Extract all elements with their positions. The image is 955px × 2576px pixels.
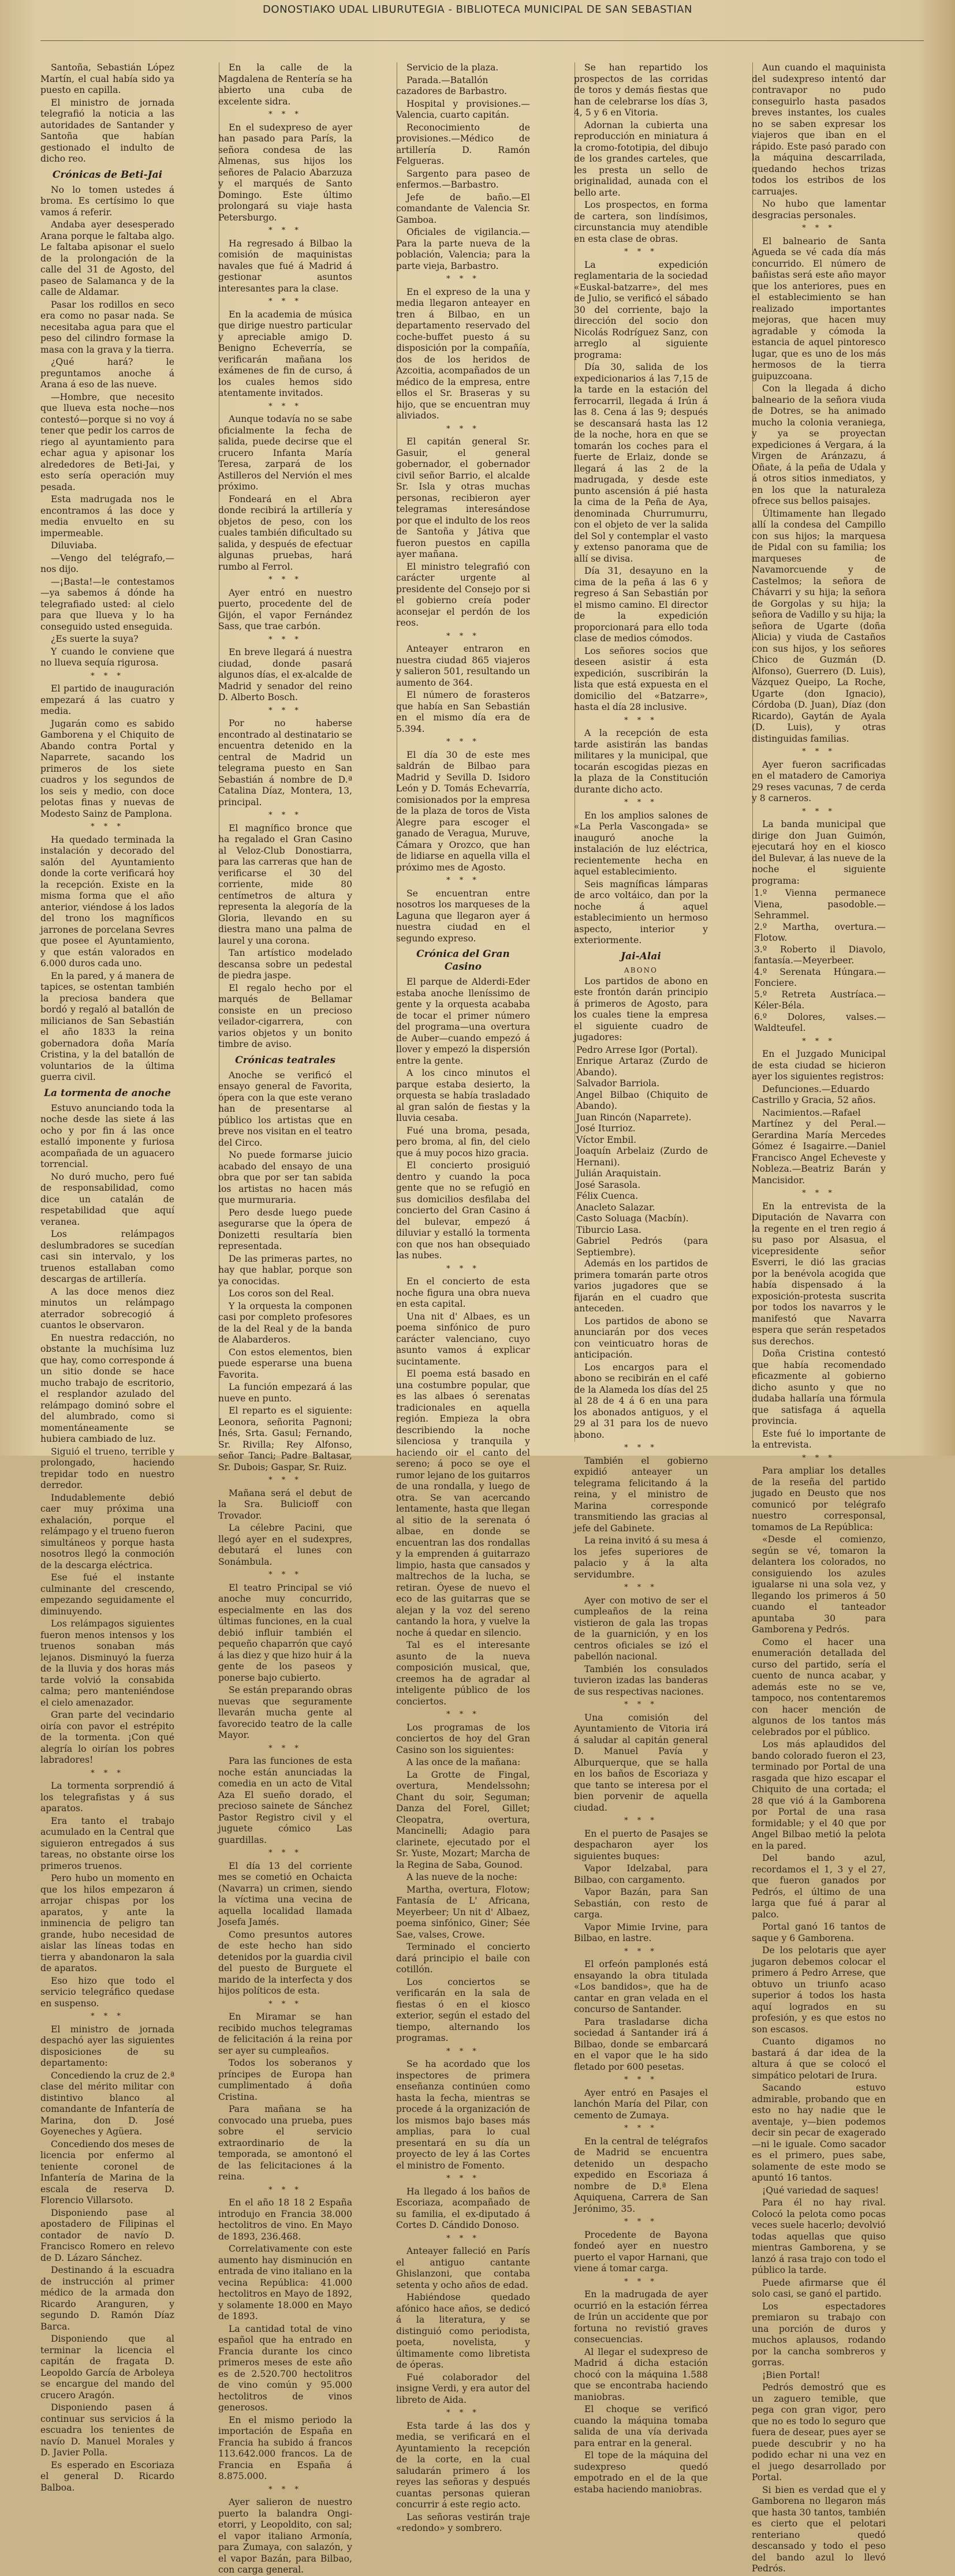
article-paragraph: Como presuntos autores de este hecho han sido detenidos por la guardia civil del puesto de Burguete el marido de la interfecta y dos hijos políticos de esta. (218, 1929, 352, 1996)
article-paragraph: Pasar los rodillos en seco era como no pasar nada. Se necesitaba agua para que el peso del cilindro formase la masa con la grava y la tierra. (40, 299, 174, 355)
asterism-separator: * * * (91, 671, 124, 681)
article-paragraph: Una comisión del Ayuntamiento de Vitoria irá á saludar al capitán general D. Manuel Pavía y Alburquerque, que se halla en los baños de Escoriaza y que tanto se interesa por el bien porvenir de aquella ciudad. (574, 1712, 708, 1813)
article-paragraph: Sargento para paseo de enfermos.—Barbastro. (396, 168, 530, 190)
asterism-separator: * * * (624, 2076, 658, 2084)
article-paragraph: El parque de Alderdi-Eder estaba anoche lleníssimo de gente y la orquesta acababa de tocar el primer número del programa—una overtura de Auber—cuando empezó á llover y empezó la dispersión entre la gente. (396, 977, 530, 1066)
article-paragraph: El número de forasteros que había en San Sebastián en el mismo día era de 5.394. (396, 690, 530, 734)
article-paragraph: Puede afirmarse que él solo casi, se ganó el partido. (752, 2277, 886, 2299)
asterism-separator: * * * (268, 635, 302, 644)
asterism-separator: * * * (268, 2485, 302, 2494)
article-paragraph: Portal ganó 16 tantos de saque y 6 Gamborena. (752, 1921, 886, 1943)
article-paragraph: No puede formarse juicio acabado del ensayo de una obra que por ser tan sabida los artistas no hacen más que murmuraria. (218, 1150, 352, 1205)
article-paragraph: Para él no hay rival. Colocó la pelota como pocas veces suele hacerlo; devolvió todas aquellas que quiso mientras Gamborena, y se lanzó á rasa trajo con todo el público la tarde. (752, 2197, 886, 2275)
article-paragraph: La función empezará á las nueve en punto. (218, 1382, 352, 1404)
article-paragraph: El partido de inauguración empezará á las cuatro y media. (40, 683, 174, 716)
article-paragraph: En el año 18 18 2 España introdujo en Francia 38.000 hectolitros de vino. En Mayo de 1893, 236.468. (218, 2197, 352, 2242)
article-paragraph: Con estos elementos, bien puede esperarse una buena Favorita. (218, 1347, 352, 1380)
article-paragraph: Los conciertos se verificarán en la sala de fiestas ó en el kiosco exterior, según el estado del tiempo, alternando los programas. (396, 1976, 530, 2043)
article-paragraph: Pero desde luego puede asegurarse que la ópera de Donizetti resultaría bien representada. (218, 1207, 352, 1251)
asterism-separator: * * * (446, 424, 480, 433)
article-paragraph: —Hombre, que necesito que llueva esta noche—nos contestó—porque si no voy á tener que pedir los carros de riego al ayuntamiento para echar agua y apisonar los alrededores de Beti-Jai, y esto sería operación muy pesada. (40, 391, 174, 492)
article-paragraph: Anteayer falleció en París el antiguo cantante Ghislanzoni, que contaba setenta y ocho años de edad. (396, 2246, 530, 2290)
article-paragraph: Aunque todavía no se sabe oficialmente la fecha de salida, puede decirse que el crucero Infanta María Teresa, zarpará de los Astilleros del Nervión el mes próximo. (218, 414, 352, 492)
article-paragraph: ¡Bien Portal! (762, 2369, 820, 2380)
asterism-separator: * * * (624, 1444, 658, 1452)
article-paragraph: En la madrugada de ayer ocurrió en la estación férrea de Irún un accidente que por fortuna no revistió graves consecuencias. (574, 2289, 708, 2345)
article-paragraph: En el sudexpreso de ayer han pasado para París, la señora condesa de las Almenas, sus hijos los señores de Palacio Abarzuza y el marqués de Santo Domingo. Este último prolongará su viaje hasta Petersburgo. (218, 122, 352, 223)
list-item: 2.º Martha, overtura.—Flotow. (754, 921, 886, 943)
article-paragraph: El choque se verificó cuando la máquina tomaba salida de una vía derivada para entrar en la general. (574, 2404, 708, 2448)
list-item: Gabriel Pedrós (para Septiembre). (576, 1236, 708, 1258)
asterism-separator: * * * (268, 706, 302, 715)
article-paragraph: Fué una broma, pesada, pero broma, al fin, del cielo que á muy pocos hizo gracia. (396, 1125, 530, 1158)
article-paragraph: De los pelotaris que ayer jugaron debemos colocar el primero á Pedro Arrese, que obtuvo un triunfo acaso superior á todos los hasta aquí logrados en su profesión, y es que estos no son escasos. (752, 1945, 886, 2035)
list-item: Casto Soluaga (Macbín). (576, 1213, 689, 1224)
asterism-separator: * * * (91, 2012, 124, 2021)
article-paragraph: Los señores socios que deseen asistir á esta expedición, suscribirán la lista que está expuesta en el domicilio del «Batzarre», hasta el día 28 inclusive. (574, 645, 708, 712)
article-paragraph: El ministro telegrafió con carácter urgente al presidente del Consejo por si el gobierno creía poder aconsejar el perdón de los reos. (396, 561, 530, 628)
section-heading: Crónicas teatrales (235, 1054, 335, 1066)
article-paragraph: Aun cuando el maquinista del sudexpreso intentó dar contravapor no pudo conseguirlo hasta pasados breves instantes, los cuales no se saben expresar los viajeros que iban en el rápido. Este pasó parado con la máquina descarrilada, quedando hechos trizas todos los estribos de los carruajes. (752, 62, 886, 197)
article-paragraph: Jugarán como es sabido Gamborena y el Chiquito de Abando contra Portal y Naparrete, sacando los primeros de los siete cuadros y los segundos de los seis y medio, con doce pelotas finas y nuevas de Modesto Sainz de Pamplona. (40, 718, 174, 819)
article-paragraph: Tal es el interesante asunto de la nueva composición musical, que, creemos ha de agradar al inteligente público de los conciertos. (396, 1640, 530, 1707)
article-paragraph: No hubo que lamentar desgracias personales. (752, 199, 886, 220)
article-paragraph: A los cinco minutos el parque estaba desierto, la orquesta se había trasladado al gran salón de fiestas y la lluvia cesaba. (396, 1068, 530, 1123)
asterism-separator: * * * (268, 1476, 302, 1485)
top-rule (40, 40, 924, 41)
asterism-separator: * * * (268, 2185, 302, 2194)
section-heading: La tormenta de anoche (44, 1087, 171, 1099)
asterism-separator: * * * (268, 1744, 302, 1753)
article-paragraph: Para ampliar los detalles de la reseña del partido jugado en Deusto que nos comunicó por telégrafo nuestro corresponsal, tomamos de La República: (752, 1465, 886, 1532)
article-paragraph: Defunciones.—Eduardo Castrillo y Gracia, 52 años. (752, 1083, 876, 1105)
asterism-separator: * * * (446, 1264, 480, 1273)
article-paragraph: Las señoras vestirán traje «redondo» y sombrero. (396, 2511, 530, 2533)
article-paragraph: Ha regresado á Bilbao la comisión de maquinistas navales que fué á Madrid á gestionar asuntos interesantes para la clase. (218, 238, 352, 294)
asterism-separator: * * * (802, 747, 835, 756)
article-paragraph: Terminado el concierto dará principio el baile con cotillón. (396, 1942, 530, 1975)
article-paragraph: Pedrós demostró que es un zaguero temible, que pega con gran vigor, pero que no es todo lo seguro que fuera de desear, pues ayer se puede descubrir y no ha podido echar ni una vez en el juego desarrollado por Portal. (752, 2382, 886, 2482)
article-paragraph: La banda municipal que dirige don Juan Guimón, ejecutará hoy en el kiosco del Bulevar, á las nueve de la noche el siguiente programa: (752, 819, 886, 886)
article-paragraph: El poema está basado en una costumbre popular, que es las albaes ó serenatas tradicionales en aquella región. Empieza la obra describiendo la noche silenciosa y tranquila y haciendo oir el canto del sereno; á poco se oye el rumor lejano de los guitarros de una rondalla, y luego de otra. Se van acercando lentamente, hasta que llegan al sitio de la serenata ó albae, en donde se encuentran las dos rondallas y la emprenden á guitarrazo limpio, hasta que cansados y maltrechos de la lucha, se retiran. Óyese de nuevo el eco de las guitarras que se alejan y la voz del sereno cantando la hora, y vuelve la noche á quedar en silencio. (396, 1369, 530, 1638)
article-paragraph: Los programas de los conciertos de hoy del Gran Casino son los siguientes: (396, 1722, 530, 1755)
article-paragraph: Vapor Mimie Irvine, para Bilbao, en lastre. (574, 1921, 708, 1943)
asterism-separator: * * * (624, 1583, 658, 1592)
asterism-separator: * * * (446, 631, 480, 641)
article-paragraph: Habiéndose quedado afónico hace años, se dedicó á la literatura, y se distinguió como periodista, poeta, novelista, y últimamente como libretista de óperas. (396, 2292, 530, 2370)
column-1 (40, 62, 174, 2493)
asterism-separator: * * * (268, 1849, 302, 1857)
asterism-separator: * * * (446, 1710, 480, 1719)
article-paragraph: —¡Basta!—le contestamos—ya sabemos á dónde ha telegrafiado usted: al cielo para que llueva y lo ha conseguido usted enseguida. (40, 576, 174, 632)
asterism-separator: * * * (624, 2277, 658, 2286)
article-paragraph: Hospital y provisiones.—Valencia, cuarto capitán. (396, 98, 530, 120)
article-paragraph: La cantidad total de vino español que ha entrado en Francia durante los cinco primeros meses de este año es de 2.520.700 hectolitros de vino común y 95.000 hectolitros de vinos generosos. (218, 2323, 352, 2413)
article-paragraph: Para mañana se ha convocado una prueba, pues sobre el servicio extraordinario de la temporada, se amontonó el de las felicitaciones á la reina. (218, 2104, 352, 2182)
article-paragraph: El ministro de jornada despachó ayer las siguientes disposiciones de su departamento: (40, 2024, 174, 2068)
article-paragraph: Nacimientos.—Rafael Martínez y del Peral.—Gerardina María Mercedes Gómez é Isagairre.—Daniel Francisco Angel Echeveste y Nobleza.—Beatriz Barán y Mancisidor. (752, 1107, 886, 1186)
article-paragraph: Ha llegado á los baños de Escoriaza, acompañado de su familia, el ex-diputado á Cortes D. Cándido Donoso. (396, 2186, 530, 2230)
article-paragraph: Fué colaborador del insigne Verdi, y era autor del libreto de Aida. (396, 2372, 530, 2405)
article-paragraph: —Vengo del telégrafo,—nos dijo. (40, 552, 174, 574)
list-item: 5.º Retreta Austríaca.—Kéler-Béla. (754, 989, 886, 1011)
asterism-separator: * * * (802, 1453, 835, 1463)
asterism-separator: * * * (624, 1816, 658, 1825)
article-paragraph: Correlativamente con este aumento hay disminución en entrada de vino italiano en la vecina República: 41.000 hectolitros en Mayo de 1892, y solamente 18.000 en Mayo de 1893. (218, 2244, 352, 2321)
asterism-separator: * * * (624, 2124, 658, 2133)
asterism-separator: * * * (802, 807, 835, 816)
asterism-separator: * * * (802, 1189, 835, 1198)
article-paragraph: En el Juzgado Municipal de esta ciudad se hicieron ayer los siguientes registros: (752, 1049, 886, 1082)
article-paragraph: La Grotte de Fingal, overtura, Mendelssohn; Chant du soir, Seguman; Danza del Forel, Gillet; Cleopatra, overtura, Mancinelli; Adagio para clarinete, ejecutado por el Sr. Yuste, Mozart; Marcha de la Regina de Saba, Gounod. (396, 1769, 530, 1870)
article-paragraph: No lo tomen ustedes á broma. Es certísimo lo que vamos á referir. (40, 184, 174, 218)
article-paragraph: «Desde el comienzo, según se vé, tomaron la delantera los colorados, no consiguiendo los azules igualarse ni una sola vez, y llegando los primeros á 50 cuando el tanteador apuntaba 30 para Gamborena y Pedrós. (752, 1534, 886, 1635)
article-paragraph: Cuanto digamos no bastará á dar idea de la altura á que se colocó el simpático pelotari de Irura. (752, 2036, 886, 2081)
article-paragraph: Día 31, desayuno en la cima de la peña á las 6 y regreso á San Sebastián por el mismo camino. El director de la expedición proporcionará para ello toda clase de medios cómodos. (574, 566, 708, 644)
article-paragraph: El capitán general Sr. Gasuir, el general gobernador, el gobernador civil señor Barrio, el alcalde Sr. Isla y otras muchas personas, recibieron ayer telegramas interesándose por que el indulto de los reos de Santoña y Játiva que fueron puestos en capilla ayer mañana. (396, 436, 530, 559)
article-paragraph: Se han repartido los prospectos de las corridas de toros y demás fiestas que han de celebrarse los días 3, 4, 5 y 6 en Vitoria. (574, 62, 708, 118)
article-paragraph: Del bando azul, recordamos el 1, 3 y el 27, que fueron ganados por Pedrós, el último de una larga que fué á parar al palco. (752, 1853, 886, 1920)
article-paragraph: Doña Cristina contestó que había recomendado eficazmente al gobierno dicho asunto y que no dudaba hallaría una fórmula que satisfaga á aquella provincia. (752, 1348, 886, 1426)
article-paragraph: El orfeón pamplonés está ensayando la obra titulada «Los bandidos», que ha de cantar en gran velada en el concurso de Santander. (574, 1959, 708, 2014)
asterism-separator: * * * (446, 738, 480, 746)
section-heading: Crónica del Gran Casino (416, 948, 510, 973)
article-paragraph: En el mismo periodo la importación de España en Francia ha subido á francos 113.642.000 francos. La de Francia en España á 8.875.000. (218, 2414, 352, 2481)
asterism-separator: * * * (268, 402, 302, 411)
asterism-separator: * * * (268, 1999, 302, 2009)
asterism-separator: * * * (446, 2174, 480, 2183)
article-paragraph: Eso hizo que todo el servicio telegráfico quedase en suspenso. (40, 1975, 174, 2009)
article-paragraph: Para trasladarse dicha sociedad á Santander irá á Bilbao, donde se embarcará en el vapor que le ha sido fletado por 600 pesetas. (574, 2016, 708, 2072)
article-paragraph: De las primeras partes, no hay que hablar, porque son ya conocidas. (218, 1253, 352, 1287)
list-item: Salvador Barriola. (576, 1078, 660, 1089)
article-paragraph: Vapor Bazán, para San Sebastián, con resto de carga. (574, 1887, 708, 1920)
article-paragraph: El tope de la máquina del sudexpreso quedó empotrado en el de la que estaba haciendo maniobras. (574, 2450, 708, 2495)
article-paragraph: Gran parte del vecindario oiría con pavor el estrépito de la tormenta. ¡Con qué alegría lo oirían los pobres labradores! (40, 1710, 174, 1765)
article-paragraph: Ayer con motivo de ser el cumpleaños de la reina vistieron de gala las tropas de la guarnición, y en los centros oficiales se izó el pabellón nacional. (574, 1595, 708, 1662)
article-paragraph: Disponiendo pase al apostadero de Filipinas el contador de navío D. Francisco Romero en relevo de D. Lázaro Sánchez. (40, 2207, 174, 2263)
article-paragraph: Los partidos de abono en este frontón darán principio á primeros de Agosto, para los cuales tiene la empresa el siguiente cuadro de jugadores: (574, 975, 708, 1042)
article-paragraph: Por no haberse encontrado al destinatario se encuentra detenido en la central de Madrid un telegrama puesto en San Sebastián á nombre de D.ª Catalina Díaz, Montera, 13, principal. (218, 718, 352, 807)
article-paragraph: Oficiales de vigilancia.—Para la parte nueva de la población, Valencia; para la parte vieja, Barbastro. (396, 227, 530, 271)
article-paragraph: En nuestra redacción, no obstante la muchísima luz que hay, como corresponde á un sitio donde se hace mucho trabajo de escritorio, el resplandor azulado del relámpago dominó sobre el del alumbrado, como si momentáneamente se hubiera cambiado de luz. (40, 1332, 174, 1444)
article-paragraph: Si bien es verdad que el y Gamborena no llegaron más que hasta 30 tantos, también es cierto que el pelotari renteriano quedó descansado y todo el peso del bando azul lo llevó Pedrós. (752, 2484, 886, 2574)
list-item: Anacleto Salazar. (576, 1202, 655, 1213)
article-paragraph: La expedición reglamentaria de la sociedad «Euskal-batzarre», del mes de Julio, se verificó el sábado 30 del corriente, bajo la dirección del socio don Nicolás Rodríguez Sanz, con arreglo al siguiente programa: (574, 259, 708, 360)
asterism-separator: * * * (91, 822, 124, 831)
article-paragraph: Esta tarde á las dos y media, se verificará en el Ayuntamiento la recepción de la corte, en la cual saludarán primero á los reyes las señoras y después cuantas personas quieran concurrir á este regio acto. (396, 2420, 530, 2510)
columns-area (40, 62, 924, 2575)
article-paragraph: Se ha acordado que los inspectores de primera enseñanza continúen como hasta la fecha, mientras se procede á la organización de los mismos bajo bases más amplias, para lo cual presentará en su día un proyecto de ley á las Cortes el ministro de Fomento. (396, 2059, 530, 2171)
column-3 (396, 62, 530, 2533)
list-item: José Iturrioz. (576, 1123, 636, 1134)
article-paragraph: Reconocimiento de provisiones.—Médico de artillería D. Ramón Felgueras. (396, 122, 530, 166)
article-paragraph: Ha quedado terminada la instalación y decorado del salón del Ayuntamiento donde la corte verificará hoy la recepción. Existe en la misma forma que el año anterior, viéndose á los lados del trono los magníficos jarrones de porcelana Sevres que posee el Ayuntamiento, y que están valorados en 6.000 duros cada uno. (40, 834, 174, 969)
article-paragraph: Disponiendo pasen á continuar sus servicios á la escuadra los tenientes de navío D. Manuel Morales y D. Javier Polla. (40, 2402, 174, 2458)
section-heading: Crónicas de Beti-Jai (52, 169, 163, 181)
archive-source-header: DONOSTIAKO UDAL LIBURUTEGIA - BIBLIOTECA MUNICIPAL DE SAN SEBASTIAN (263, 3, 692, 16)
article-paragraph: Como el hacer una enumeración detallada del curso del partido, sería el cuento de nunca acabar, y además este no se ve, tampoco, nos contentaremos con hacer mención de algunos de los tantos más celebrados por el público. (752, 1636, 886, 1737)
list-item: 3.º Roberto il Diavolo, fantasía.—Meyerbeer. (754, 944, 886, 966)
article-paragraph: ¿Es suerte la suya? (51, 634, 139, 644)
article-paragraph: A las doce menos diez minutos un relámpago aterrador sobrecogió á cuantos le observaron. (40, 1286, 174, 1330)
article-paragraph: Servicio de la plaza. (406, 62, 499, 73)
article-paragraph: No duró mucho, pero fué de responsabilidad, como dice un catalán de respetabilidad que aquí veranea. (40, 1171, 174, 1227)
list-item: Enrique Artaraz (Zurdo de Abando). (576, 1056, 708, 1078)
article-paragraph: Anoche se verificó el ensayo general de Favorita, ópera con la que este verano han de presentarse al público los artistas que en breve nos visitan en el teatro del Circo. (218, 1070, 352, 1148)
article-paragraph: Al llegar el sudexpreso de Madrid á dicha estación chocó con la máquina 1.588 que se encontraba haciendo maniobras. (574, 2346, 708, 2402)
article-paragraph: Los espectadores premiaron su trabajo con una porción de duros y muchos aplausos, rodando por la cancha sombreros y gorras. (752, 2301, 886, 2368)
article-paragraph: Día 30, salida de los expedicionarios á las 7,15 de la tarde en la estación del ferrocarril, llegada á Irún á las 8. Cena á las 9; después se descansará hasta las 12 de la noche, hora en que se tomarán los coches para el fuerte de Erlaiz, donde se llegará á las 2 de la madrugada, y desde este punto ascensión á pié hasta la cima de la Peña de Aya, denominada Churrumurru, con el objeto de ver la salida del Sol y contemplar el vasto y extenso panorama que de allí se divisa. (574, 362, 708, 564)
article-paragraph: Los más aplaudidos del bando colorado fueron el 23, terminado por Portal de una rasgada que hizo escapar el Chiquito de una cortada; el 28 que vió á la Gamborena por Portal de una rasa formidable; y el 40 que por Angel Bilbao metió la pelota en la pared. (752, 1739, 886, 1851)
article-paragraph: Los prospectos, en forma de cartera, son lindísimos, circunstancia muy atendible en esta clase de obras. (574, 200, 708, 244)
article-paragraph: En los amplios salones de «La Perla Vascongada» se inauguró anoche la instalación de luz eléctrica, recientemente hecha en aquel establecimiento. (574, 810, 708, 877)
asterism-separator: * * * (91, 1769, 124, 1778)
asterism-separator: * * * (268, 226, 302, 235)
column-2 (218, 62, 352, 2575)
article-paragraph: Adornan la cubierta una reproducción en miniatura á la cromo-fototipia, del dibujo de los grandes carteles, que les presta un sello de originalidad, aunada con el bello arte. (574, 119, 708, 198)
asterism-separator: * * * (268, 1571, 302, 1579)
asterism-separator: * * * (802, 224, 835, 233)
article-paragraph: Los partidos de abono se anunciarán por dos veces con veinticuatro horas de anticipación. (574, 1315, 708, 1360)
article-paragraph: En la pared, y á manera de tapices, se ostentan también la preciosa bandera que bordó y regaló al batallón de milicianos de San Sebastián el año 1833 la reina gobernadora doña María Cristina, y la del batallón de voluntarios de la última guerra civil. (40, 970, 174, 1082)
list-item: Víctor Embil. (576, 1134, 637, 1145)
article-paragraph: Ayer entró en Pasajes el lanchón María del Pilar, con cemento de Zumaya. (574, 2087, 708, 2121)
article-paragraph: En breve llegará á nuestra ciudad, donde pasará algunos días, el ex-alcalde de Madrid y senador del reino D. Alberto Bosch. (218, 647, 352, 702)
article-paragraph: Jefe de baño.—El comandante de Valencia Sr. Gamboa. (396, 192, 530, 225)
article-paragraph: Siguió el trueno, terrible y prolongado, haciendo trepidar todo en nuestro derredor. (40, 1446, 174, 1490)
article-paragraph: La reina invitó á su mesa á los jefes superiores de palacio y á la alta servidumbre. (574, 1535, 708, 1580)
asterism-separator: * * * (446, 2047, 480, 2056)
asterism-separator: * * * (624, 798, 658, 807)
section-subheading: ABONO (624, 966, 658, 974)
article-paragraph: Parada.—Batallón cazadores de Barbastro. (396, 74, 508, 96)
article-paragraph: La célebre Pacini, que llegó ayer en el sudexpres, debutará el lunes con Sonámbula. (218, 1523, 352, 1567)
article-paragraph: Ese fué el instante culminante del crescendo, empezando seguidamente el diminuyendo. (40, 1572, 174, 1617)
list-item: Angel Bilbao (Chiquito de Abando). (576, 1089, 708, 1111)
asterism-separator: * * * (446, 2409, 480, 2417)
article-paragraph: Concediendo la cruz de 2.ª clase del mérito militar con distintivo blanco al comandante de Infantería de Marina, don D. José Goyeneches y Agüera. (40, 2070, 174, 2137)
article-paragraph: Seis magníficas lámparas de arco voltáico, dan por la noche á aquel establecimiento un hermoso aspecto, interior y exteriormente. (574, 878, 708, 945)
article-paragraph: El balneario de Santa Agueda se vé cada día más concurrido. El número de bañistas será este año mayor que los anteriores, pues en el establecimiento se han realizado importantes mejoras, que hacen muy agradable y cómoda la estancia de aquel pintoresco lugar, que es uno de los más hermosos de la tierra guipuzcoana. (752, 235, 886, 382)
asterism-separator: * * * (802, 1037, 835, 1046)
article-paragraph: Andaba ayer desesperado Arana porque le faltaba algo. Le faltaba apisonar el suelo de la prolongación de la calle del 31 de Agosto, del paseo de Salamanca y de la calle de Aldamar. (40, 219, 174, 297)
asterism-separator: * * * (624, 2218, 658, 2226)
article-paragraph: Esta madrugada nos le encontramos á las doce y media envuelto en su impermeable. (40, 494, 174, 539)
asterism-separator: * * * (268, 811, 302, 820)
list-item: 4.º Serenata Húngara.—Fonciere. (754, 966, 886, 988)
article-paragraph: Martha, overtura, Flotow; Fantasía de L' Africana, Meyerbeer; Un nit d' Albaez, poema sinfónico, Giner; Sée Sae, valses, Crowe. (396, 1884, 530, 1940)
article-paragraph: Con la llegada á dicho balneario de la señora viuda de Dotres, se ha animado mucho la colonia veraniega, y ya se proyectan expediciones á Vergara, á la Virgen de Aránzazu, á Oñate, á la peña de Udala y á otros sitios inmediatos, y en los que la naturaleza ofrece sus bellos paisajes. (752, 383, 886, 506)
article-paragraph: En la academia de música que dirige nuestro particular y apreciable amigo D. Benigno Echeverría, se verificarán mañana los exámenes de fin de curso, á los cuales hemos sido atentamente invitados. (218, 309, 352, 398)
article-paragraph: El teatro Principal se vió anoche muy concurrido, especialmente en las dos últimas funciones, en la cual debió influir también el pequeño chaparrón que cayó á las diez y que hizo huir á la gente de los paseos y ponerse bajo cubierto. (218, 1582, 352, 1683)
article-paragraph: En Miramar se han recibido muchos telegramas de felicitación á la reina por ser ayer su cumpleaños. (218, 2012, 352, 2056)
article-paragraph: Y cuando le conviene que no llueva sequía rigurosa. (40, 646, 174, 668)
list-item: Tiburcio Lasa. (576, 1224, 641, 1235)
asterism-separator: * * * (624, 1700, 658, 1709)
list-item: Joaquín Arbelaiz (Zurdo de Hernani). (576, 1146, 708, 1168)
article-paragraph: ¿Qué hará? le preguntamos anoche á Arana á eso de las nueve. (40, 357, 174, 390)
article-paragraph: Fondeará en el Abra donde recibirá la artillería y objetos de peso, con los cuales también dificultado su salida, y después de efectuar algunas pruebas, hará rumbo al Ferrol. (218, 493, 352, 572)
article-paragraph: Una nit d' Albaes, es un poema sinfónico de puro carácter valenciano, cuyo asunto vamos á explicar sucintamente. (396, 1311, 530, 1367)
asterism-separator: * * * (446, 2234, 480, 2243)
article-paragraph: Destinando á la escuadra de instrucción al primer médico de la armada don Ricardo Aranguren, y segundo D. Ramón Díaz Barca. (40, 2265, 174, 2332)
asterism-separator: * * * (446, 876, 480, 885)
article-paragraph: El día 13 del corriente mes se cometió en Ochaicta (Navarra) un crimen, siendo la víctima una vecina de aquella localidad llamada Josefa Jamés. (218, 1860, 352, 1927)
article-paragraph: Y la orquesta la componen casi por completo profesores de la del Real y de la banda de Alabarderos. (218, 1300, 352, 1345)
article-paragraph: Procedente de Bayona fondeó ayer en nuestro puerto el vapor Harnani, que viene á tomar carga. (574, 2229, 708, 2274)
article-paragraph: El concierto prosiguió dentro y cuando la poca gente que no se refugió en sus domicilios desfilaba del concierto del Gran Casino á del bulevar, empezó á diluviar y estalló la tormenta con que nos han obsequiado las nubes. (396, 1160, 530, 1261)
list-item: José Sarasola. (576, 1179, 641, 1190)
section-heading: Jai-Alai (621, 950, 661, 962)
article-paragraph: En la entrevista de la Diputación de Navarra con la regente en el tren regio á su paso por Alsasua, el vicepresidente señor Esverri, le dió las gracias por la benévola acogida que había dispensado á la exposición-protesta suscrita por todos los navarros y le manifestó que Navarra espera que serán respetados sus derechos. (752, 1201, 886, 1347)
article-paragraph: Para las funciones de esta noche están anunciadas la comedia en un acto de Vital Aza El sueño dorado, el precioso sainete de Sánchez Pastor Registro civil y el juguete cómico Las guardillas. (218, 1756, 352, 1845)
article-paragraph: Los relámpagos deslumbradores se sucedían casi sin intervalo, y los truenos estallaban como descargas de artillería. (40, 1229, 174, 1284)
article-paragraph: Los coros son del Real. (229, 1288, 334, 1299)
article-paragraph: A la recepción de esta tarde asistirán las bandas militares y la municipal, que tocarán escogidas piezas en la plaza de la Constitución durante dicho acto. (574, 728, 708, 795)
article-paragraph: El reparto es el siguiente: Leonora, señorita Pagnoni; Inés, Srta. Gasul; Fernando, Sr. Rivilla; Rey Alfonso, señor Tanci; Padre Baltasar, Sr. Dubois; Gaspar, Sr. Ruiz. (218, 1405, 352, 1472)
article-paragraph: La tormenta sorprendió á los telegrafistas y á sus aparatos. (40, 1781, 174, 1814)
list-item: Pedro Arrese Igor (Portal). (576, 1044, 698, 1055)
article-paragraph: Estuvo anunciando toda la noche desde las siete á las ocho y por fin á las once estalló imponente y furiosa acompañada de un aguacero torrencial. (40, 1102, 174, 1169)
column-4 (574, 62, 708, 2495)
article-paragraph: Era tanto el trabajo acumulado en la Central que siguieron entregados á sus tareas, no obstante oirse los primeros truenos. (40, 1815, 174, 1871)
article-paragraph: Este fué lo importante de la entrevista. (752, 1428, 886, 1450)
asterism-separator: * * * (446, 275, 480, 283)
article-paragraph: También los consulados tuvieron izadas las banderas de sus respectivas naciones. (574, 1663, 708, 1697)
list-item: 6.º Dolores, valses.—Waldteufel. (754, 1011, 886, 1033)
article-paragraph: El día 30 de este mes saldrán de Bilbao para Madrid y Sevilla D. Isidoro León y D. Tomás Echevarría, comisionados por la empresa de la plaza de toros de Vista Alegre para escoger el ganado de Veragua, Muruve, Cámara y Orozco, que han de lidiarse en aquella villa el próximo mes de Agosto. (396, 749, 530, 873)
article-paragraph: Se están preparando obras nuevas que seguramente llevarán mucha gente al favorecido teatro de la calle Mayor. (218, 1685, 352, 1740)
article-paragraph: Anteayer entraron en nuestra ciudad 865 viajeros y salieron 501, resultando un aumento de 364. (396, 644, 530, 688)
article-paragraph: Pero hubo un momento en que los hilos empezaron á arrojar chispas por los aparatos, y ante la inminencia de peligro tan grande, hubo necesidad de aislar las líneas todas en tierra y abandonaron la sala de aparatos. (40, 1873, 174, 1973)
article-paragraph: El magnífico bronce que ha regalado el Gran Casino al Veloz-Club Donostiarra, para las carreras que han de verificarse el 30 del corriente, mide 80 centímetros de altura y representa la alegoría de la Gloria, llevando en su diestra mano una palma de laurel y una corona. (218, 822, 352, 946)
article-paragraph: Vapor Idelzabal, para Bilbao, con cargamento. (574, 1863, 708, 1885)
list-item: 1.º Vienna permanece Viena, pasodoble.—Sehrammel. (754, 888, 886, 921)
article-paragraph: En el expreso de la una y media llegaron anteayer en tren á Bilbao, en un departamento reservado del coche-buffet puesto á su disposición por la compañía, dos de los heridos de Azcoitia, acompañados de un médico de la empresa, entre ellos el Sr. Braseras y su hijo, que se encuentran muy aliviados. (396, 286, 530, 421)
asterism-separator: * * * (624, 248, 658, 256)
asterism-separator: * * * (624, 716, 658, 725)
article-paragraph: Tan artístico modelado descansa sobre un pedestal de piedra jaspe. (218, 948, 352, 981)
article-paragraph: Santoña, Sebastián López Martín, el cual había sido ya puesto en capilla. (40, 62, 174, 95)
list-item: Juan Rincón (Naparrete). (576, 1112, 692, 1123)
article-paragraph: Todos los soberanos y príncipes de Europa han cumplimentado á doña Cristina. (218, 2058, 352, 2102)
column-5 (752, 62, 886, 2574)
article-paragraph: Últimamente han llegado allí la condesa del Campillo con sus hijos; la marquesa de Pidal con su familia; los marqueses de Navamorcuende y de Castelmos; la señora de Chávarri y su hija; la señora de Gorgolas y su hija; la señora de Vadillo y su hija; la señora de Ugarte (doña Alicia) y viuda de Castaños con sus hijos, y los señores Chico de Guzmán (D. Alfonso), Guerrero (D. Luis), Vázquez Queipo, La Roche, Ugarte (don Ignacio), Córdoba (D. Juan), Díaz (don Ricardo), Gaytán de Ayala (D. Luis), y otras distinguidas familias. (752, 508, 886, 744)
article-paragraph: Los encargos para el abono se recibirán en el café de la Alameda los días del 25 al 28 de 4 á 6 en una para los abonados antiguos, y el 29 al 31 para los de nuevo abono. (574, 1362, 708, 1440)
list-item: Félix Cuenca. (576, 1191, 639, 1201)
article-paragraph: Se encuentran entre nosotros los marqueses de la Laguna que llegaron ayer á nuestra ciudad en el segundo expreso. (396, 888, 530, 944)
article-paragraph: Diluviaba. (51, 540, 97, 551)
article-paragraph: Concediendo dos meses de licencia por enfermo al teniente coronel de Infantería de Marina de la escala de reserva D. Florencio Villarsoto. (40, 2138, 174, 2205)
article-paragraph: Ayer salieron de nuestro puerto la balandra Ongi-etorri, y Leopoldito, con sal; el vapor italiano Armonía, para Zumaya, con salazón, y el vapor Bazán, para Bilbao, con carga general. (218, 2497, 352, 2575)
article-paragraph: En el puerto de Pasajes se despacharon ayer los siguientes buques: (574, 1828, 708, 1861)
article-paragraph: Indudablemente debió caer muy próxima una exhalación, porque el relámpago y el trueno fueron simultáneos y porque hasta nosotros llegó la conmoción de la descarga eléctrica. (40, 1492, 174, 1571)
asterism-separator: * * * (268, 575, 302, 584)
list-item: Julián Araquistain. (576, 1168, 662, 1179)
article-paragraph: Además en los partidos de primera tomarán parte otros varios jugadores que se fijarán en el cuadro que anteceden. (574, 1258, 708, 1314)
article-paragraph: El ministro de jornada telegrafió la noticia a las autoridades de Santander y Santoña que habían gestionado el indulto de dicho reo. (40, 97, 174, 164)
article-paragraph: Sacando estuvo admirable, probando que en esto no hay nadie que le aventaje, y—bien podemos decir sin pecar de exagerado—ni le iguale. Como sacador es el primero, pues sabe, solamente de este modo se apuntó 16 tantos. (752, 2083, 886, 2183)
article-paragraph: Los relámpagos siguientes fueron menos intensos y los truenos sonaban más lejanos. Disminuyó la fuerza de la lluvia y dos horas más tarde volvió la consabida calma; pero manteniéndose el cielo amenazador. (40, 1618, 174, 1708)
asterism-separator: * * * (624, 1947, 658, 1956)
asterism-separator: * * * (268, 297, 302, 306)
article-paragraph: Disponiendo que al terminar la licencia el capitán de fragata D. Leopoldo García de Arboleya se encargue del mando del crucero Aragón. (40, 2334, 174, 2401)
asterism-separator: * * * (268, 110, 302, 119)
article-paragraph: En la calle de la Magdalena de Rentería se ha abierto una cuba de excelente sidra. (218, 62, 352, 107)
article-paragraph: También el gobierno expidió anteayer un telegrama felicitando á la reina, y el ministro de Marina corresponde transmitiendo las gracias al jefe del Gabinete. (574, 1455, 708, 1534)
article-paragraph: Ayer fueron sacrificadas en el matadero de Camoriya 29 reses vacunas, 7 de cerda y 8 carneros. (752, 759, 886, 803)
article-paragraph: El regalo hecho por el marqués de Bellamar consiste en un precioso veilador-cigarrera, con varios objetos y un bonito timbre de aviso. (218, 982, 352, 1049)
article-paragraph: ¡Qué variedad de saques! (762, 2185, 879, 2196)
article-paragraph: En el concierto de esta noche figura una obra nueva en esta capital. (396, 1276, 530, 1309)
article-paragraph: Mañana será el debut de la Sra. Bulicioff con Trovador. (218, 1487, 352, 1521)
article-paragraph: En la central de telégrafos de Madrid se encuentra detenido un despacho expedido en Escoriaza á nombre de D.ª Elena Aquiquena, Carrera de San Jerónimo, 35. (574, 2136, 708, 2214)
article-paragraph: Es esperado en Escoriaza el general D. Ricardo Balboa. (40, 2459, 174, 2493)
article-paragraph: A las once de la mañana: (406, 1757, 521, 1767)
article-paragraph: Ayer entró en nuestro puerto, procedente del de Gijón, el vapor Fernández Sass, que trae carbón. (218, 587, 352, 631)
article-paragraph: A las nueve de la noche: (406, 1872, 517, 1882)
